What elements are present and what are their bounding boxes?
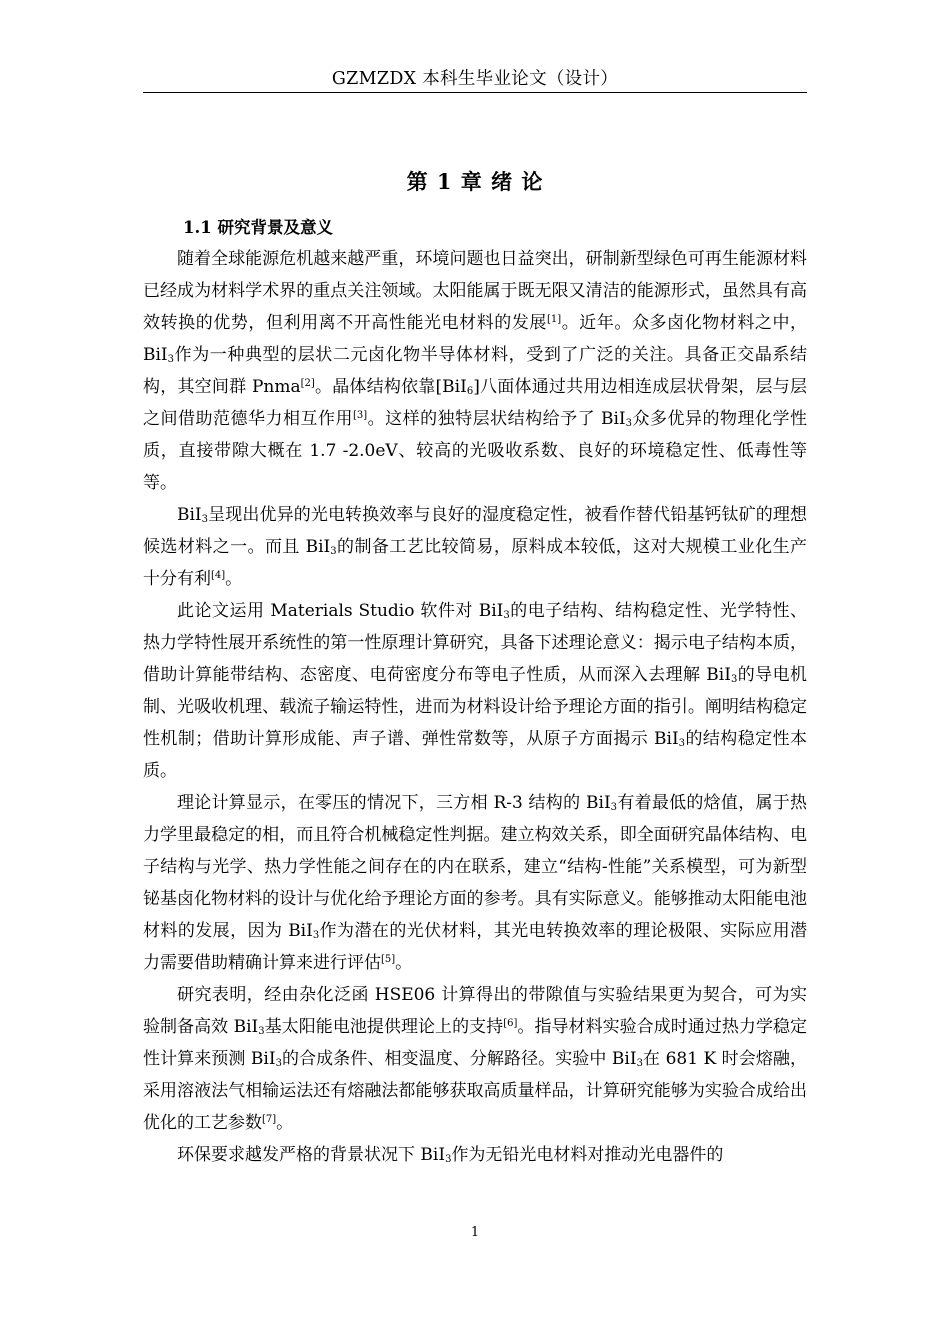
page-number: 1 xyxy=(470,1225,480,1240)
citation: [6] xyxy=(503,1018,518,1029)
paragraph-6: 环保要求越发严格的背景状况下 BiI$_3$作为无铅光电材料对推动光电器件的 xyxy=(177,1145,724,1165)
section-title: 1.1 研究背景及意义 xyxy=(183,218,333,237)
body-text xyxy=(143,243,807,1171)
citation: [3] xyxy=(352,410,368,421)
citation: [5] xyxy=(381,954,396,965)
running-header: GZMZDX 本科生毕业论文（设计） xyxy=(331,69,619,89)
header-rule xyxy=(143,92,807,93)
citation: [2] xyxy=(300,378,315,389)
citation: [1] xyxy=(546,314,562,325)
paragraph-2: BiI$_3$呈现出优异的光电转换效率与良好的湿度稳定性，被看作替代铅基钙钛矿的理想候选材料之一。而且 BiI$_3$的制备工艺比较简易，原料成本较低，这对大规模工业化生产十分有利[4]。 xyxy=(143,505,807,589)
paragraph-3: 此论文运用 Materials Studio 软件对 BiI$_3$的电子结构、结构稳定性、光学特性、热力学特性展开系统性的第一性原理计算研究，具备下述理论意义：揭示电子结构本质，借助计算能带结构、态密度、电荷密度分布等电子性质，从而深入去理解 BiI$_3$的导电机制、光吸收机理、载流子输运特性，进而为材料设计给予理论方面的指引。阐明结构稳定性机制；借助计算形成能、声子谱、弹性常数等，从原子方面揭示 BiI$_3$的结构稳定性本质。 xyxy=(143,601,808,781)
paragraph-1: 随着全球能源危机越来越严重，环境问题也日益突出，研制新型绿色可再生能源材料已经成为材料学术界的重点关注领域。太阳能属于既无限又清洁的能源形式，虽然具有高效转换的优势，但利用离不开高性能光电材料的发展[1]。近年。众多卤化物材料之中，BiI$_3$作为一种典型的层状二元卤化物半导体材料，受到了广泛的关注。具备正交晶系结构，其空间群 Pnma[2]。晶体结构依靠[BiI$_6$]八面体通过共用边相连成层状骨架，层与层之间借助范德华力相互作用[3]。这样的独特层状结构给予了 BiI$_3$众多优异的物理化学性质，直接带隙大概在 1.7 -2.0eV、较高的光吸收系数、良好的环境稳定性、低毒性等等。 xyxy=(143,249,808,493)
paragraph-4: 理论计算显示，在零压的情况下，三方相 R-3 结构的 BiI$_3$有着最低的焓值，属于热力学里最稳定的相，而且符合机械稳定性判据。建立构效关系，即全面研究晶体结构、电子结构与光学、热力学性能之间存在的内在联系，建立“结构-性能”关系模型，可为新型铋基卤化物材料的设计与优化给予理论方面的参考。具有实际意义。能够推动太阳能电池材料的发展，因为 BiI$_3$作为潜在的光伏材料，其光电转换效率的理论极限、实际应用潜力需要借助精确计算来进行评估[5]。 xyxy=(143,793,808,973)
citation: [4] xyxy=(211,570,226,581)
citation: [7] xyxy=(262,1114,277,1125)
chapter-title: 第 1 章 绪 论 xyxy=(406,169,544,194)
paragraph-5: 研究表明，经由杂化泛函 HSE06 计算得出的带隙值与实验结果更为契合，可为实验制备高效 BiI$_3$基太阳能电池提供理论上的支持[6]。指导材料实验合成时通过热力学稳定性计算来预测 BiI$_3$的合成条件、相变温度、分解路径。实验中 BiI$_3$在 681 K 时会熔融，采用溶液法气相输运法还有熔融法都能够获取高质量样品，计算研究能够为实验合成给出优化的工艺参数[7]。 xyxy=(143,985,808,1133)
